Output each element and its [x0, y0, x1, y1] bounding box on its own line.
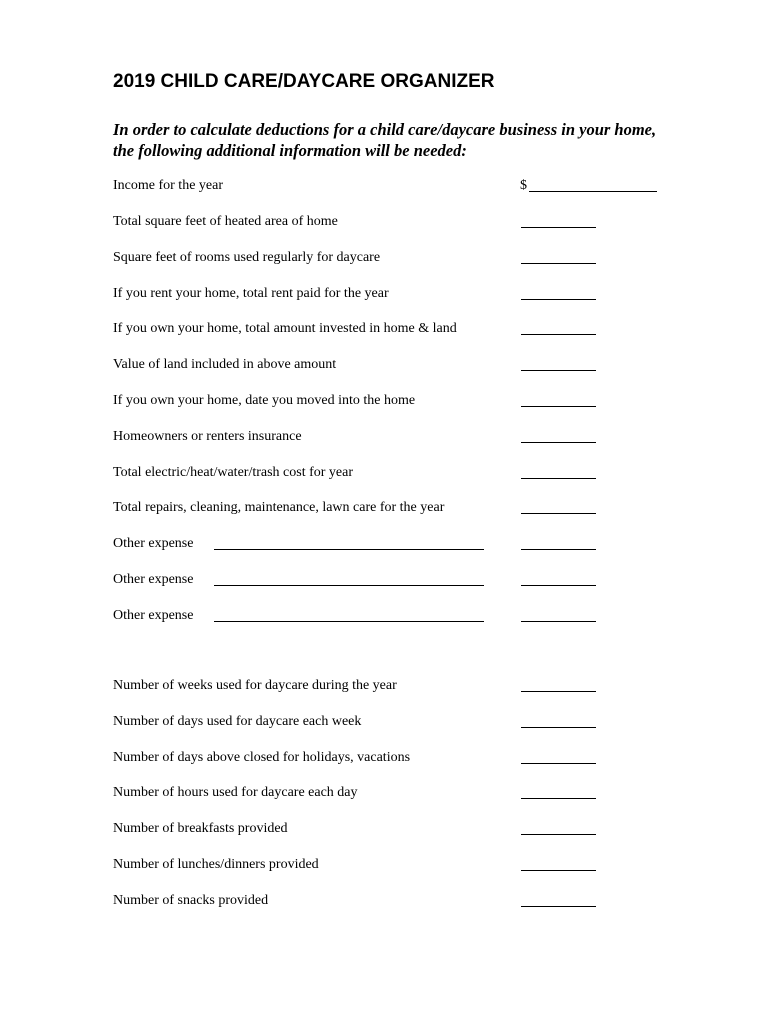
- row-label: If you rent your home, total rent paid for the year: [113, 286, 389, 301]
- page-title: 2019 CHILD CARE/DAYCARE ORGANIZER: [113, 71, 495, 92]
- form-row: [113, 427, 658, 447]
- answer-blank[interactable]: [521, 227, 596, 228]
- row-label: Number of weeks used for daycare during the year: [113, 678, 397, 693]
- income-blank[interactable]: [529, 191, 657, 192]
- form-row: [113, 783, 658, 803]
- row-label: Number of snacks provided: [113, 893, 269, 908]
- answer-blank[interactable]: [521, 834, 596, 835]
- form-row: [113, 676, 658, 696]
- row-label: Number of days above closed for holidays, vacations: [113, 750, 411, 765]
- row-label: Total electric/heat/water/trash cost for year: [113, 465, 354, 480]
- row-label: Value of land included in above amount: [113, 357, 337, 372]
- form-row: [113, 319, 658, 339]
- other-expense-row: [113, 570, 658, 590]
- other-expense-row: [113, 606, 658, 626]
- row-label: Number of hours used for daycare each day: [113, 785, 358, 800]
- dollar-sign: $: [520, 178, 527, 193]
- answer-blank[interactable]: [521, 585, 596, 586]
- answer-blank[interactable]: [521, 442, 596, 443]
- answer-blank[interactable]: [521, 870, 596, 871]
- row-label: Number of days used for daycare each week: [113, 714, 362, 729]
- form-row: [113, 498, 658, 518]
- row-label: Homeowners or renters insurance: [113, 429, 302, 444]
- other-expense-description-blank[interactable]: [214, 621, 484, 622]
- other-expense-label: Other expense: [113, 572, 194, 587]
- form-row: [113, 284, 658, 304]
- answer-blank[interactable]: [521, 621, 596, 622]
- form-row: [113, 463, 658, 483]
- form-row: [113, 212, 658, 232]
- answer-blank[interactable]: [521, 549, 596, 550]
- form-row: [113, 819, 658, 839]
- form-row: [113, 712, 658, 732]
- answer-blank[interactable]: [521, 478, 596, 479]
- row-label: If you own your home, total amount invested in home & land: [113, 321, 457, 336]
- other-expense-description-blank[interactable]: [214, 585, 484, 586]
- other-expense-row: [113, 534, 658, 554]
- intro-text: In order to calculate deductions for a child care/daycare business in your home, the following additional information will be needed:: [113, 120, 657, 160]
- answer-blank[interactable]: [521, 263, 596, 264]
- answer-blank[interactable]: [521, 370, 596, 371]
- row-label: Square feet of rooms used regularly for daycare: [113, 250, 381, 265]
- answer-blank[interactable]: [521, 691, 596, 692]
- form-row: [113, 248, 658, 268]
- row-label: If you own your home, date you moved into the home: [113, 393, 416, 408]
- form-row: [113, 855, 658, 875]
- form-row: [113, 891, 658, 911]
- form-row: [113, 391, 658, 411]
- other-expense-description-blank[interactable]: [214, 549, 484, 550]
- other-expense-label: Other expense: [113, 608, 194, 623]
- form-row: [113, 748, 658, 768]
- answer-blank[interactable]: [521, 334, 596, 335]
- row-label: Number of breakfasts provided: [113, 821, 288, 836]
- form-row: [113, 355, 658, 375]
- answer-blank[interactable]: [521, 763, 596, 764]
- income-label: Income for the year: [113, 178, 223, 193]
- answer-blank[interactable]: [521, 906, 596, 907]
- row-label: Total repairs, cleaning, maintenance, lawn care for the year: [113, 500, 445, 515]
- answer-blank[interactable]: [521, 727, 596, 728]
- answer-blank[interactable]: [521, 513, 596, 514]
- answer-blank[interactable]: [521, 299, 596, 300]
- row-label: Number of lunches/dinners provided: [113, 857, 319, 872]
- answer-blank[interactable]: [521, 406, 596, 407]
- answer-blank[interactable]: [521, 798, 596, 799]
- other-expense-label: Other expense: [113, 536, 194, 551]
- row-label: Total square feet of heated area of home: [113, 214, 338, 229]
- income-row: [113, 176, 658, 196]
